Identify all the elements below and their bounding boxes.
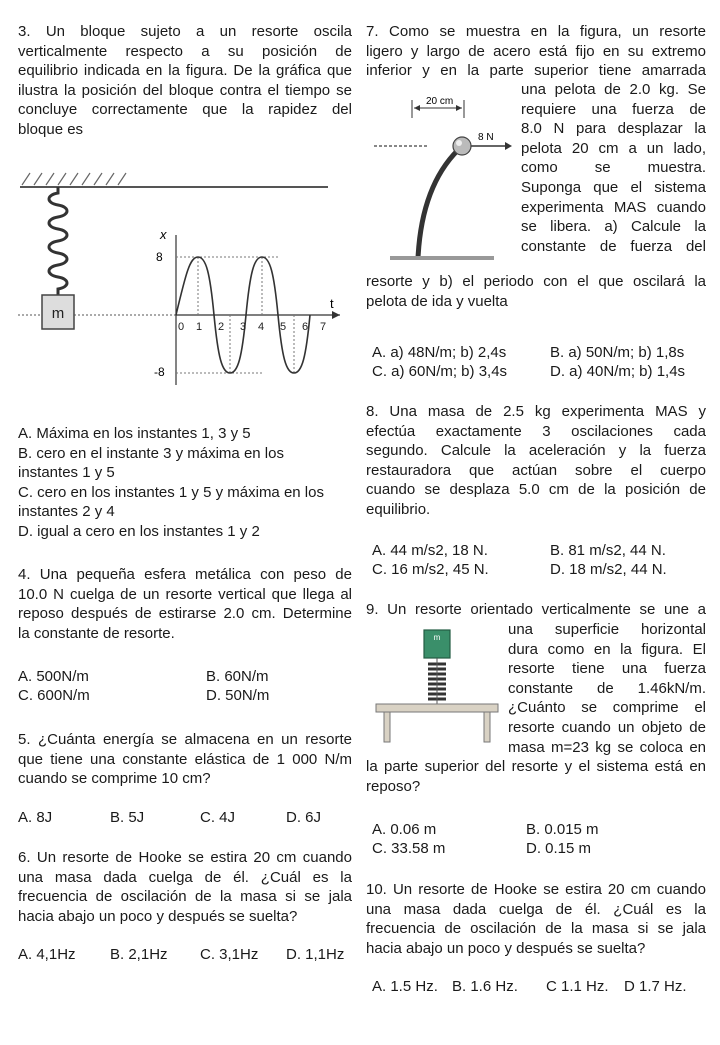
q8-line: 8. Una masa de 2.5 kg experimenta MAS y: [366, 403, 706, 420]
y-tick-bottom: -8: [154, 365, 165, 379]
x-axis-label: t: [330, 296, 334, 311]
q9-option-a[interactable]: A. 0.06 m: [372, 821, 437, 838]
x-tick: 2: [218, 321, 225, 333]
q10-line: hacia abajo un poco y después se suelta?: [366, 939, 646, 957]
q8-line: equilibrio.: [366, 500, 431, 518]
x-tick: 4: [258, 321, 265, 333]
q6-line: 6. Un resorte de Hooke se estira 20 cm cuando: [18, 849, 352, 866]
q7-bottom-text: [366, 272, 706, 311]
q5-line: que tiene una constante elástica de 1 000 N/m: [18, 750, 352, 768]
q8-option-b[interactable]: B. 81 m/s2, 44 N.: [550, 542, 666, 559]
q3-figure: [18, 165, 348, 405]
x-tick: 7: [320, 321, 327, 333]
q5-line: cuando se comprime 10 cm?: [18, 770, 211, 788]
q9-line: resorte cuando un objeto de: [508, 718, 706, 736]
q10-line: frecuencia de oscilación de la masa si se jala: [366, 920, 706, 938]
q4-option-d[interactable]: D. 50N/m: [206, 687, 270, 704]
q10-option-b[interactable]: B. 1.6 Hz.: [452, 978, 518, 995]
q9-line: constante de 1.46kN/m.: [508, 679, 706, 697]
q7-option-d[interactable]: D. a) 40N/m; b) 1,4s: [550, 363, 686, 380]
q9-line: ¿Cuánto se comprime el: [508, 699, 706, 717]
q9-line: masa m=23 kg se coloca en: [508, 738, 706, 756]
q6-line: hacia abajo un poco y después se suelta?: [18, 907, 298, 925]
q8-option-c[interactable]: C. 16 m/s2, 45 N.: [372, 561, 489, 578]
q9-line: 9. Un resorte orientado verticalmente se une a: [366, 601, 706, 618]
q3-line: verticalmente respecto a su posición de: [18, 42, 352, 60]
question-8-text: [366, 402, 706, 520]
q7-option-c[interactable]: C. a) 60N/m; b) 3,4s: [372, 363, 508, 380]
q8-line: efectúa exactamente 3 oscilaciones cada: [366, 422, 706, 440]
table-top: [376, 704, 498, 712]
q9-option-c[interactable]: C. 33.58 m: [372, 840, 446, 857]
q7-line: requiere una fuerza de: [521, 100, 706, 118]
q4-line: la constante de resorte.: [18, 624, 175, 642]
q3-option-c-cont[interactable]: instantes 2 y 4: [18, 503, 115, 521]
q10-option-c[interactable]: C 1.1 Hz.: [546, 978, 609, 995]
q8-option-a[interactable]: A. 44 m/s2, 18 N.: [372, 542, 488, 559]
q9-line: reposo?: [366, 777, 421, 795]
q10-line: una masa dada cuelga de él. ¿Cuál es la: [366, 900, 706, 918]
q7-line: Suponga que el sistema: [521, 178, 706, 196]
q6-option-a[interactable]: A. 4,1Hz: [18, 946, 76, 963]
q9-side-text: [508, 620, 706, 757]
q7-figure: [370, 88, 518, 268]
q10-option-d[interactable]: D 1.7 Hz.: [624, 978, 687, 995]
q9-option-b[interactable]: B. 0.015 m: [526, 821, 599, 838]
q3-option-b[interactable]: B. cero en el instante 3 y máxima en los: [18, 444, 284, 462]
distance-label: 20 cm: [426, 96, 454, 107]
x-tick: 1: [196, 321, 203, 333]
ceiling-hatch: [22, 173, 126, 185]
q3-option-a[interactable]: A. Máxima en los instantes 1, 3 y 5: [18, 425, 251, 442]
table-leg: [384, 712, 390, 742]
q3-line: concluye correctamente que la rapidez del: [18, 101, 352, 119]
q4-option-a[interactable]: A. 500N/m: [18, 668, 89, 685]
x-tick: 3: [240, 321, 247, 333]
question-5-text: [18, 730, 352, 789]
q7-line: experimenta MAS cuando: [521, 198, 706, 216]
q7-line: resorte y b) el periodo con el que oscilará la: [366, 273, 706, 290]
q9-option-d[interactable]: D. 0.15 m: [526, 840, 592, 857]
q4-line: reposo después de estirarse 2.0 cm. Determine: [18, 605, 352, 623]
q8-line: restauradora que actúan sobre el cuerpo: [366, 461, 706, 479]
q6-line: frecuencia de oscilación de la masa si se jala: [18, 888, 352, 906]
force-label: 8 N: [478, 132, 494, 143]
q10-line: 10. Un resorte de Hooke se estira 20 cm cuando: [366, 881, 706, 898]
x-tick: 0: [178, 321, 185, 333]
q6-option-d[interactable]: D. 1,1Hz: [286, 946, 345, 963]
q3-option-b-cont[interactable]: instantes 1 y 5: [18, 464, 115, 482]
q5-option-a[interactable]: A. 8J: [18, 809, 53, 826]
question-4-text: [18, 565, 352, 643]
q7-line: pelota de ida y vuelta: [366, 292, 508, 310]
q9-line: resorte tiene una fuerza: [508, 660, 706, 678]
question-7-text: [366, 22, 706, 81]
q5-line: 5. ¿Cuánta energía se almacena en un resorte: [18, 731, 352, 748]
q7-line: una pelota de 2.0 kg. Se: [521, 81, 706, 98]
spring: [49, 187, 67, 295]
q9-block-label: m: [433, 633, 441, 642]
y-tick-top: 8: [156, 250, 163, 264]
q9-line: dura como en la figura. El: [508, 640, 706, 658]
q3-line: ilustra la posición del bloque contra el tiempo se: [18, 81, 352, 99]
q6-option-b[interactable]: B. 2,1Hz: [110, 946, 168, 963]
ground: [390, 256, 494, 260]
q7-line: 7. Como se muestra en la figura, un resorte: [366, 23, 706, 40]
q8-line: cuando se desplaza 5.0 cm de la posición de: [366, 481, 706, 499]
q5-option-b[interactable]: B. 5J: [110, 809, 145, 826]
x-tick: 6: [302, 321, 309, 333]
question-6-text: [18, 848, 352, 926]
q3-option-d[interactable]: D. igual a cero en los instantes 1 y 2: [18, 522, 260, 540]
q7-line: constante de fuerza del: [521, 237, 706, 255]
ball: [453, 137, 471, 155]
q4-option-c[interactable]: C. 600N/m: [18, 687, 90, 704]
q3-line: bloque es: [18, 120, 84, 138]
q3-line: equilibrio indicada en la figura. De la gráfica que: [18, 62, 352, 80]
block-label: m: [51, 305, 65, 322]
q3-option-c[interactable]: C. cero en los instantes 1 y 5 y máxima en los: [18, 483, 324, 501]
q3-options: [18, 424, 352, 542]
q7-side-text: [521, 80, 706, 256]
q8-line: segundo. Calcule la aceleración y la fuerza: [366, 442, 706, 460]
q9-line: la parte superior del resorte y el sistema está en: [366, 758, 706, 775]
question-3-text: [18, 22, 352, 140]
question-10-text: [366, 880, 706, 958]
q8-option-d[interactable]: D. 18 m/s2, 44 N.: [550, 561, 667, 578]
q10-option-a[interactable]: A. 1.5 Hz.: [372, 978, 438, 995]
q6-line: una masa dada cuelga de él. ¿Cuál es la: [18, 868, 352, 886]
q7-option-b[interactable]: B. a) 50N/m; b) 1,8s: [550, 344, 685, 361]
q4-line: 10.0 N cuelga de un resorte vertical que llega al: [18, 585, 352, 603]
q7-line: 8.0 N para desplazar la: [521, 120, 706, 138]
q5-option-c[interactable]: C. 4J: [200, 809, 236, 826]
q7-line: inferior y en la parte superior tiene amarrada: [366, 62, 706, 80]
q4-option-b[interactable]: B. 60N/m: [206, 668, 269, 685]
q7-line: ligero y largo de acero está fijo en su extremo: [366, 42, 706, 60]
q7-line: como se muestra.: [521, 159, 706, 177]
q7-line: pelota 20 cm a un lado,: [521, 139, 706, 157]
q3-line: 3. Un bloque sujeto a un resorte oscila: [18, 23, 352, 40]
table-leg: [484, 712, 490, 742]
q9-bottom-text: [366, 757, 706, 796]
steel-spring-rod: [418, 150, 458, 258]
q4-line: 4. Una pequeña esfera metálica con peso de: [18, 566, 352, 583]
x-tick: 5: [280, 321, 287, 333]
q9-line: una superficie horizontal: [508, 621, 706, 638]
y-axis-label: x: [160, 227, 167, 242]
q9-figure: [370, 624, 504, 754]
q5-option-d[interactable]: D. 6J: [286, 809, 322, 826]
q7-line: se libera. a) Calcule la: [521, 218, 706, 236]
question-9-text: [366, 600, 706, 620]
q7-option-a[interactable]: A. a) 48N/m; b) 2,4s: [372, 344, 507, 361]
q6-option-c[interactable]: C. 3,1Hz: [200, 946, 259, 963]
